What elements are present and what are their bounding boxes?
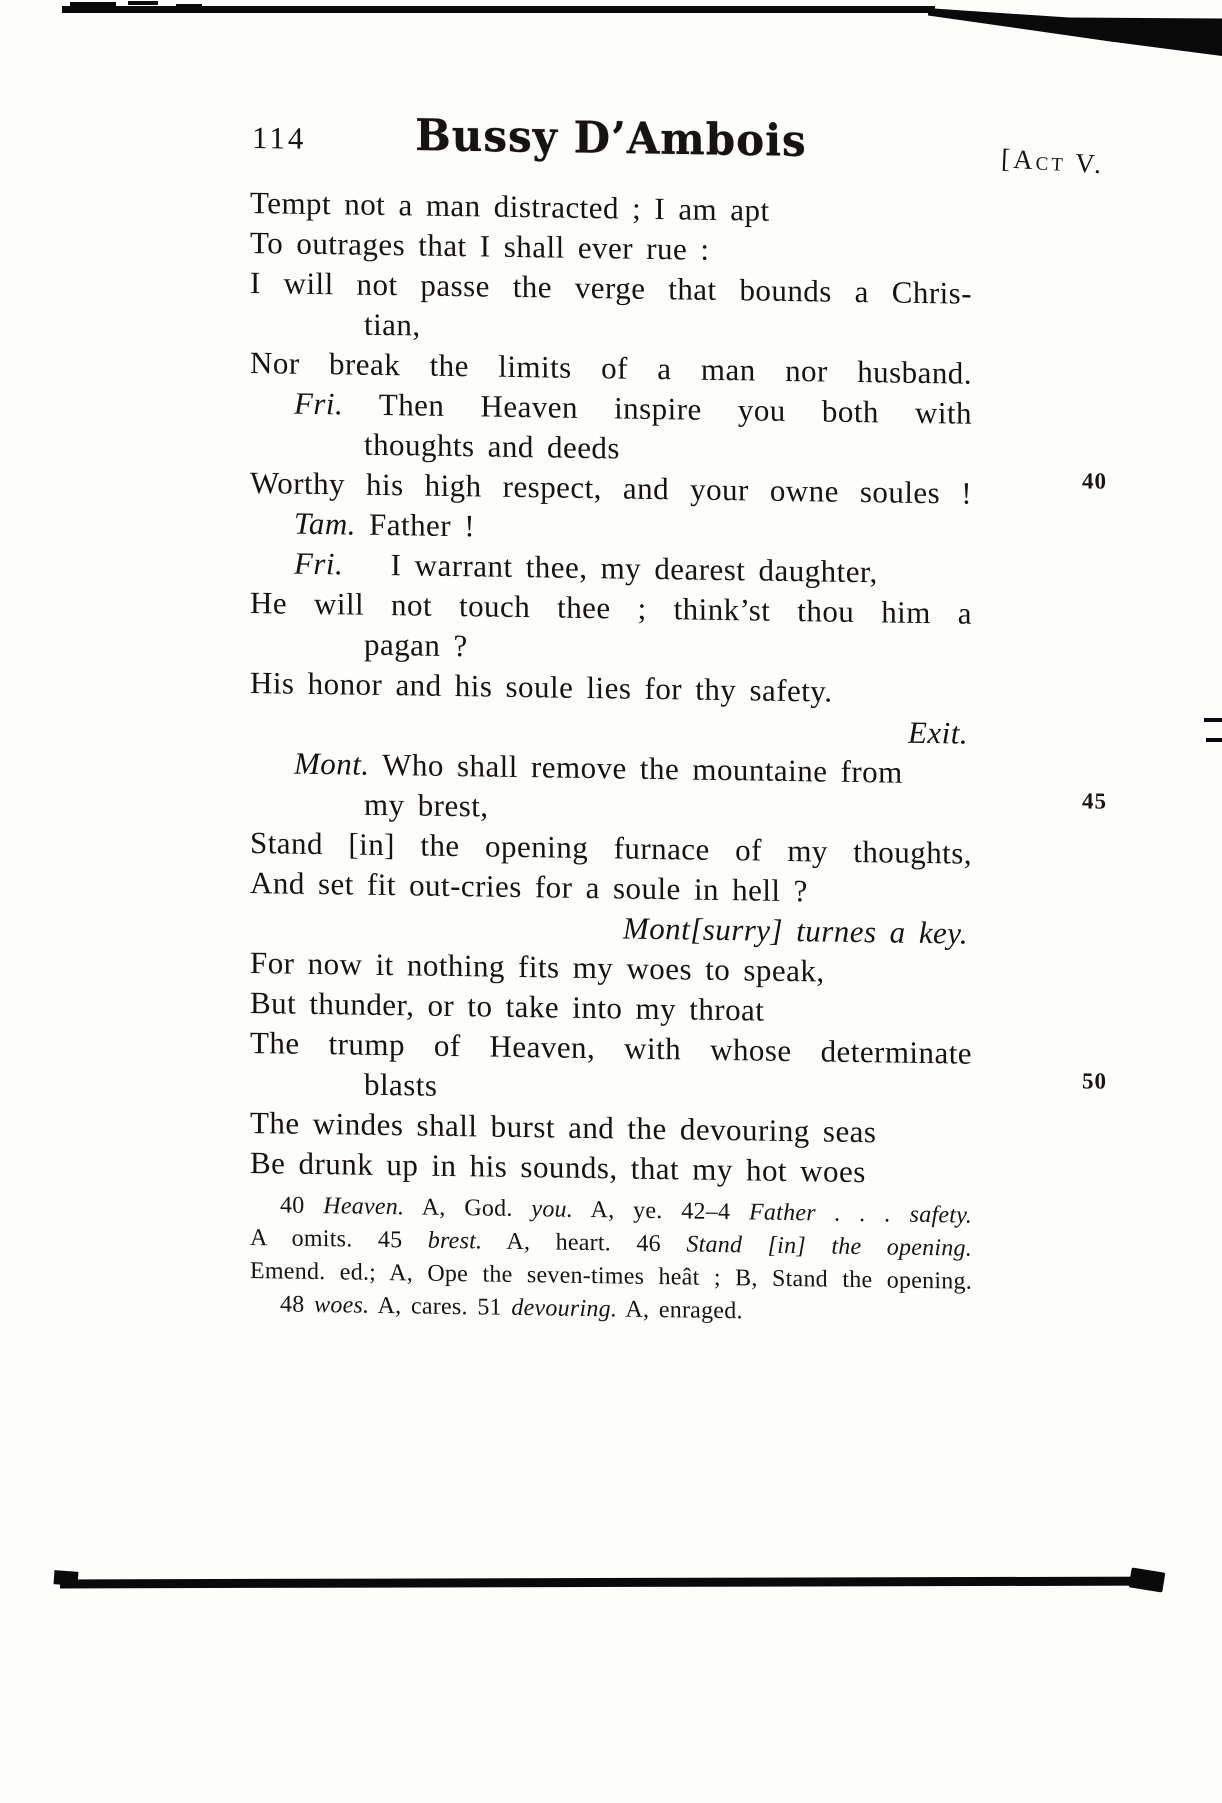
verse-lines	[250, 183, 1107, 1194]
page-content	[250, 108, 1107, 1332]
text: The trump of Heaven, with whose determinate	[250, 1025, 972, 1071]
text: pagan ?	[364, 626, 468, 664]
italic-text: Mont[surry] turnes a key.	[622, 910, 968, 951]
italic-text: Heaven.	[323, 1193, 405, 1221]
italic-text: Exit.	[908, 714, 968, 751]
text: blasts	[364, 1066, 438, 1103]
scan-artifact-bottom-bar	[60, 1577, 1162, 1589]
scan-artifact-top-dash	[70, 2, 116, 6]
text: A, heart. 46	[482, 1228, 687, 1258]
text: Nor break the limits of a man nor husband.	[250, 345, 972, 391]
text: A, enraged.	[617, 1296, 743, 1325]
text: For now it nothing fits my woes to speak,	[250, 945, 825, 989]
scan-artifact-bottom-left-mark	[54, 1570, 79, 1586]
act-label: [Act V.	[1000, 143, 1105, 180]
text: A, cares. 51	[369, 1292, 512, 1321]
scan-artifact-top-dash	[176, 4, 202, 7]
footnotes	[250, 1189, 972, 1332]
text: 48	[280, 1291, 315, 1318]
text: His honor and his soule lies for thy safety.	[250, 665, 833, 709]
text: A omits. 45	[250, 1225, 428, 1254]
text: Emend. ed.; A, Ope the seven-times heât ; B, Stand the opening.	[250, 1258, 972, 1295]
margin-line-number: 40	[1082, 468, 1107, 494]
text: Be drunk up in his sounds, that my hot woes	[250, 1145, 866, 1190]
italic-text: Tam.	[294, 505, 356, 542]
italic-text: Father . . . safety.	[749, 1199, 972, 1229]
running-header	[250, 108, 1105, 194]
italic-text: you.	[531, 1196, 574, 1223]
scan-artifact-margin-tick	[1206, 738, 1222, 742]
text: The windes shall burst and the devouring seas	[250, 1105, 877, 1150]
scan-artifact-margin-tick	[1204, 718, 1222, 722]
text: tian,	[364, 306, 421, 343]
text: my brest,	[364, 786, 489, 824]
text: But thunder, or to take into my throat	[250, 985, 765, 1028]
margin-line-number: 45	[1082, 788, 1107, 814]
italic-text: devouring.	[511, 1294, 618, 1323]
italic-text: Stand [in] the opening.	[686, 1231, 973, 1262]
text: Tempt not a man distracted ; I am apt	[250, 185, 770, 228]
text: He will not touch thee ; think’st thou him a	[250, 585, 972, 631]
text: Stand [in] the opening furnace of my thoughts,	[250, 825, 972, 871]
text: I will not passe the verge that bounds a Chris-	[250, 265, 972, 311]
page-title: Bussy D’Ambois	[415, 109, 807, 167]
italic-text: Fri.	[294, 545, 344, 582]
scan-artifact-top-bar	[62, 6, 935, 13]
text: Father !	[355, 506, 476, 544]
text: And set fit out-cries for a soule in hell ?	[250, 865, 808, 909]
text: 40	[280, 1192, 324, 1220]
scan-artifact-corner-wedge	[928, 4, 1222, 56]
text: Who shall remove the mountaine from	[369, 746, 903, 790]
text: Worthy his high respect, and your owne soules !	[250, 465, 972, 511]
margin-line-number: 50	[1082, 1068, 1107, 1094]
text: I warrant thee, my dearest daughter,	[343, 546, 878, 590]
scan-artifact-bottom-right-mark	[1129, 1567, 1166, 1592]
text: Then Heaven inspire you both with	[343, 386, 972, 431]
italic-text: woes.	[314, 1291, 370, 1319]
text: To outrages that I shall ever rue :	[250, 225, 710, 267]
italic-text: Fri.	[294, 385, 344, 422]
text: A, God.	[404, 1194, 532, 1223]
italic-text: Mont.	[294, 745, 370, 782]
text: A, ye. 42–4	[573, 1196, 750, 1226]
scan-artifact-top-dash	[128, 1, 158, 5]
italic-text: brest.	[427, 1227, 483, 1255]
page-number: 114	[252, 120, 307, 156]
text: thoughts and deeds	[364, 426, 620, 466]
